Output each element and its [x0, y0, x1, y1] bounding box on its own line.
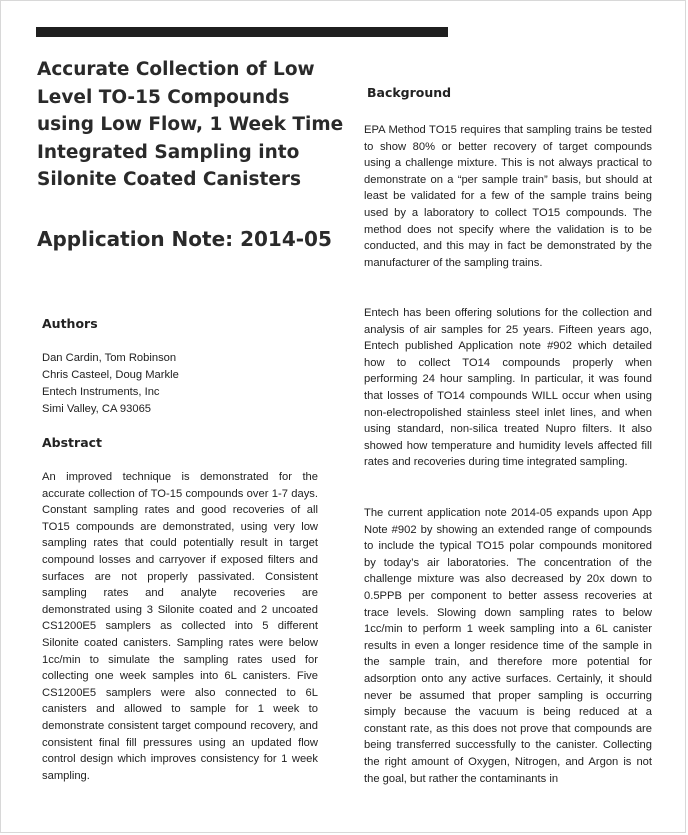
background-paragraph: Entech has been offering solutions for the collection and analysis of air samples for 25 years. Fifteen years ago, Entech published Application note #902 which detailed how to collect TO14 compounds properly when performing 24 hour sampling. In particular, it was found that losses of TO14 compounds WILL occur when using non-electropolished stainless steel inlet lines, and when using standard, non-silica treated Nupro filters. It also showed how temperature and humidity levels affected fill rates and recoveries during time integrated sampling. [364, 307, 652, 469]
author-line: Chris Casteel, Doug Markle [42, 369, 179, 381]
background-paragraph: The current application note 2014-05 expands upon App Note #902 by showing an extended range of compounds to include the typical TO15 polar compounds monitored by today’s air laboratories. The concentration of the challenge mixture was also decreased by 20x down to 0.5PPB per component to better assess recoveries at trace levels. Slowing down sampling rates to below 1cc/min to perform 1 week sampling into a 6L canister results in even a longer residence time of the sample in the sample train, and therefore more potential for adsorption onto any active surfaces. Certainly, it should never be assumed that proper sampling is occurring simply because the vacuum is being reduced at a constant rate, as this does not prove that compounds are being transferred successfully to the canister. Collecting the right amount of Oxygen, Nitrogen, and Argon is not the goal, but rather the contaminants in [364, 507, 652, 785]
author-line: Simi Valley, CA 93065 [42, 403, 152, 415]
author-line: Entech Instruments, Inc [42, 386, 160, 398]
background-paragraph: EPA Method TO15 requires that sampling trains be tested to show 80% or better recovery of target compounds using a challenge mixture. This is not always practical to demonstrate on a “per sample train” basis, but should at least be validated for a few of the sample trains being used by a laboratory to collect TO15 compounds. The method does not specify where the validation is to be conducted, and this may in fact be demonstrated by the manufacturer of the sampling trains. [364, 124, 652, 269]
application-note-number: Application Note: 2014-05 [37, 227, 332, 251]
background-heading: Background [367, 85, 452, 100]
header-rule [36, 27, 448, 37]
author-line: Dan Cardin, Tom Robinson [42, 352, 177, 364]
authors-heading: Authors [42, 316, 98, 331]
abstract-text: An improved technique is demonstrated for the accurate collection of TO-15 compounds over 1-7 days. Constant sampling rates and good recoveries of all TO15 compounds are demonstrated, using very low sampling rates that could potentially result in target compound losses and carryover if exposed filters and surfaces are not properly passivated. Consistent sampling rates and analyte recoveries are demonstrated using 3 Silonite coated and 2 uncoated CS1200E5 samplers as collected into 5 different Silonite coated canisters. Sampling rates were below 1cc/min to simulate the sampling rates used for collecting one week samples into 6L canisters. Five CS1200E5 samplers were also connected to 6L canisters and allowed to sample for 1 week to demonstrate consistent target compound recovery, and consistent final fill pressures using an updated flow control design which improves consistency for 1 week sampling. [42, 471, 318, 782]
authors-block [42, 350, 292, 418]
document-title: Accurate Collection of Low Level TO-15 Compounds using Low Flow, 1 Week Time Integrated Sampling into Silonite Coated Canisters [37, 59, 344, 190]
abstract-heading: Abstract [42, 435, 103, 450]
